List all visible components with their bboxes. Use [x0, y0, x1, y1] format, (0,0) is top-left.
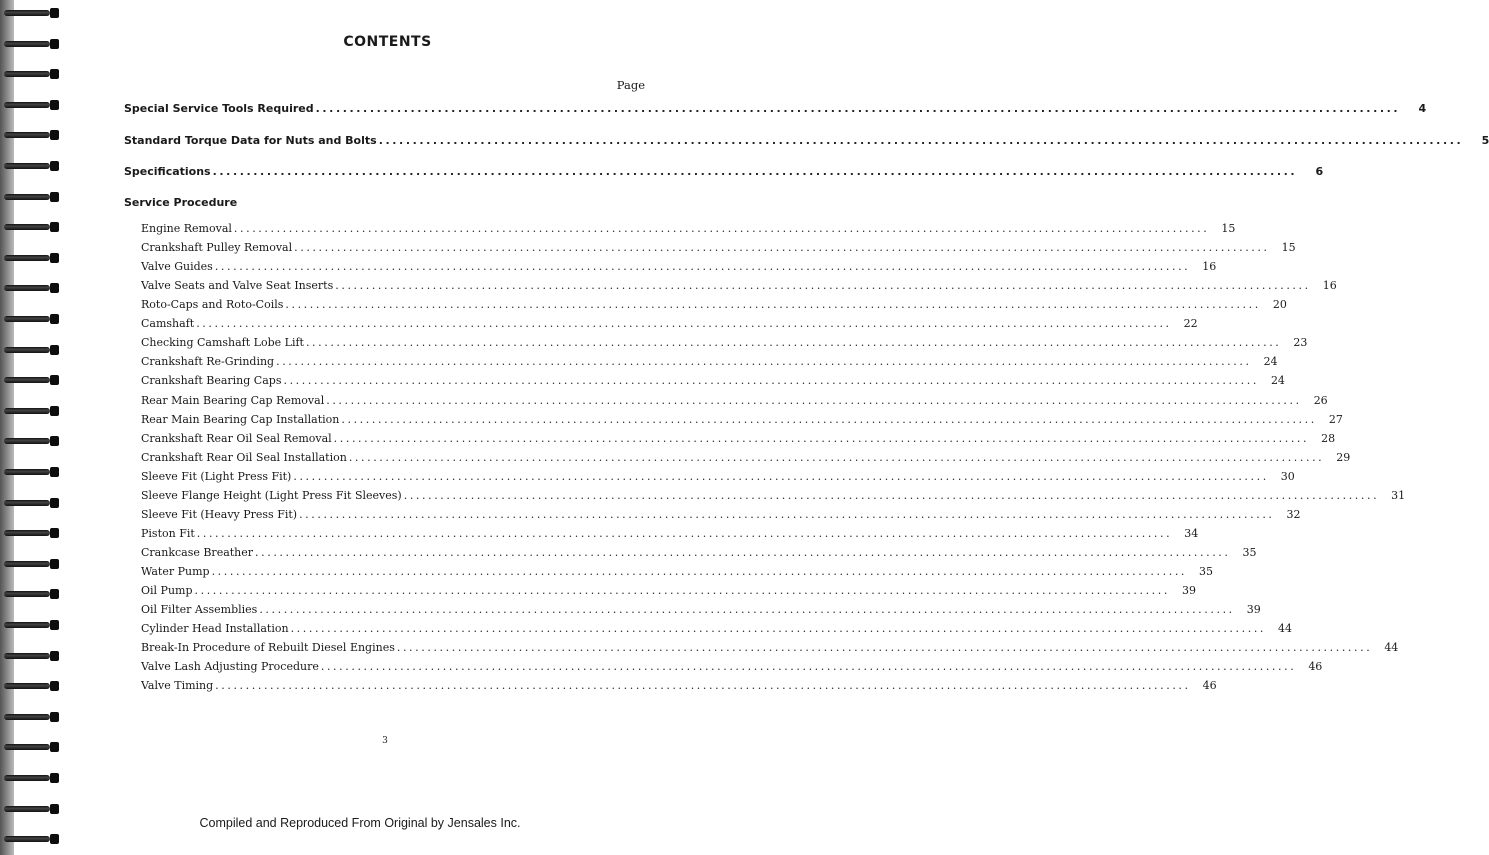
entry-label: Cylinder Head Installation [141, 622, 289, 635]
entry-page: 26 [1313, 393, 1328, 407]
binding-coil [4, 559, 62, 569]
entry-page: 4 [1418, 102, 1427, 115]
entry-page: 39 [1246, 603, 1261, 616]
entry-label: Rear Main Bearing Cap Removal [141, 393, 325, 407]
leader-dots: ................................................................................................................................................................ [315, 102, 1401, 115]
entry-page: 32 [1286, 507, 1301, 521]
toc-service-entry [141, 317, 1198, 331]
entry-label: Oil Filter Assemblies [141, 603, 258, 616]
page-column-header: Page [616, 78, 645, 92]
section-heading: Service Procedure [124, 196, 238, 209]
leader-dots: ................................................................................................................................................................ [276, 355, 1252, 369]
toc-service-entry [141, 469, 1295, 483]
leader-dots: ................................................................................................................................................................ [194, 584, 1170, 597]
entry-label: Piston Fit [141, 526, 195, 540]
binding-coil [4, 345, 62, 355]
leader-dots: ................................................................................................................................................................ [196, 526, 1173, 540]
toc-service-entry [141, 641, 1399, 655]
binding-coil [4, 253, 62, 263]
toc-service-entry [141, 526, 1199, 540]
binding-coil [4, 130, 62, 140]
entry-label: Valve Guides [141, 260, 213, 274]
leader-dots: ................................................................................................................................................................ [290, 622, 1267, 635]
entry-page: 16 [1202, 260, 1217, 274]
leader-dots: ................................................................................................................................................................ [285, 298, 1261, 312]
entry-label: Crankshaft Rear Oil Seal Installation [141, 450, 347, 464]
toc-service-entry [141, 355, 1278, 369]
binding-coil [4, 681, 62, 691]
entry-page: 22 [1183, 317, 1198, 331]
entry-page: 27 [1328, 412, 1343, 426]
toc-service-entry [141, 431, 1336, 445]
toc-service-entry [141, 298, 1287, 312]
entry-page: 35 [1242, 545, 1257, 559]
leader-dots: ................................................................................................................................................................ [293, 469, 1269, 483]
toc-service-entry [141, 545, 1257, 559]
leader-dots: ................................................................................................................................................................ [299, 507, 1275, 521]
entry-page: 16 [1322, 279, 1337, 293]
toc-service-entry [141, 241, 1296, 255]
entry-label: Engine Removal [141, 222, 232, 235]
toc-service-entry [141, 660, 1323, 674]
binding-coil [4, 192, 62, 202]
leader-dots: ................................................................................................................................................................ [233, 222, 1210, 235]
binding-coil [4, 222, 62, 232]
toc-service-entry [141, 450, 1351, 464]
binding-coil [4, 742, 62, 752]
leader-dots: ................................................................................................................................................................ [215, 679, 1191, 693]
leader-dots: ................................................................................................................................................................ [326, 393, 1302, 407]
binding-coil [4, 406, 62, 416]
entry-label: Rear Main Bearing Cap Installation [141, 412, 340, 426]
toc-service-entry [141, 564, 1214, 578]
entry-label: Valve Lash Adjusting Procedure [141, 660, 319, 674]
leader-dots: ................................................................................................................................................................ [403, 488, 1380, 502]
entry-page: 24 [1270, 374, 1285, 388]
entry-label: Crankshaft Rear Oil Seal Removal [141, 431, 332, 445]
toc-service-entry [141, 260, 1217, 274]
binding-strip [0, 0, 14, 855]
entry-label: Sleeve Fit (Light Press Fit) [141, 469, 292, 483]
entry-page: 44 [1384, 641, 1399, 655]
binding-coil [4, 375, 62, 385]
entry-label: Break-In Procedure of Rebuilt Diesel Engines [141, 641, 395, 655]
entry-page: 46 [1308, 660, 1323, 674]
entry-page: 44 [1278, 622, 1293, 635]
leader-dots: ................................................................................................................................................................ [341, 412, 1317, 426]
page-number: 3 [382, 736, 388, 746]
entry-label: Sleeve Flange Height (Light Press Fit Sleeves) [141, 488, 402, 502]
toc-service-entry [141, 222, 1236, 235]
toc-main-entry [124, 102, 1427, 115]
entry-label: Water Pump [141, 564, 210, 578]
leader-dots: ................................................................................................................................................................ [255, 545, 1231, 559]
toc-service-entry [141, 603, 1261, 616]
binding-coil [4, 834, 62, 844]
binding-coil [4, 589, 62, 599]
leader-dots: ................................................................................................................................................................ [396, 641, 1373, 655]
entry-page: 31 [1391, 488, 1406, 502]
toc-service-entry [141, 374, 1285, 388]
binding-coil [4, 620, 62, 630]
entry-page: 29 [1336, 450, 1351, 464]
binding-coil [4, 467, 62, 477]
toc-service-entry [141, 279, 1337, 293]
binding-coil [4, 528, 62, 538]
entry-page: 28 [1321, 431, 1336, 445]
leader-dots: ................................................................................................................................................................ [214, 260, 1191, 274]
binding-coil [4, 100, 62, 110]
entry-page: 35 [1199, 564, 1214, 578]
entry-page: 6 [1315, 165, 1324, 178]
leader-dots: ................................................................................................................................................................ [294, 241, 1270, 255]
entry-label: Crankshaft Re-Grinding [141, 355, 275, 369]
binding-coil [4, 651, 62, 661]
entry-page: 23 [1293, 336, 1308, 350]
entry-label: Specifications [124, 165, 211, 178]
entry-label: Checking Camshaft Lobe Lift [141, 336, 304, 350]
leader-dots: ................................................................................................................................................................ [196, 317, 1172, 331]
leader-dots: ................................................................................................................................................................ [259, 603, 1235, 616]
entry-page: 20 [1272, 298, 1287, 312]
toc-service-entry [141, 336, 1308, 350]
entry-page: 15 [1221, 222, 1236, 235]
binding-coil [4, 773, 62, 783]
entry-label: Oil Pump [141, 584, 193, 597]
leader-dots: ................................................................................................................................................................ [212, 165, 1298, 178]
leader-dots: ................................................................................................................................................................ [333, 431, 1310, 445]
entry-label: Crankshaft Pulley Removal [141, 241, 293, 255]
binding-coil [4, 283, 62, 293]
entry-label: Crankshaft Bearing Caps [141, 374, 282, 388]
entry-label: Special Service Tools Required [124, 102, 314, 115]
binding-coil [4, 498, 62, 508]
leader-dots: ................................................................................................................................................................ [320, 660, 1297, 674]
binding-coil [4, 314, 62, 324]
leader-dots: ................................................................................................................................................................ [211, 564, 1188, 578]
toc-service-entry [141, 584, 1196, 597]
binding-coil [4, 436, 62, 446]
toc-service-entry [141, 679, 1217, 693]
leader-dots: ................................................................................................................................................................ [335, 279, 1311, 293]
toc-service-entry [141, 393, 1328, 407]
binding-coil [4, 8, 62, 18]
toc-main-entry [124, 134, 1489, 147]
toc-main-entry [124, 165, 1324, 178]
binding-coil [4, 69, 62, 79]
binding-coil [4, 804, 62, 814]
entry-page: 5 [1481, 134, 1489, 147]
entry-page: 46 [1202, 679, 1217, 693]
entry-label: Camshaft [141, 317, 195, 331]
footer-credit: Compiled and Reproduced From Original by Jensales Inc. [199, 816, 521, 830]
toc-service-entry [141, 507, 1301, 521]
binding-coil [4, 161, 62, 171]
toc-service-entry [141, 488, 1406, 502]
entry-page: 30 [1280, 469, 1295, 483]
leader-dots: ................................................................................................................................................................ [305, 336, 1282, 350]
entry-page: 34 [1184, 526, 1199, 540]
entry-label: Roto-Caps and Roto-Coils [141, 298, 284, 312]
entry-label: Sleeve Fit (Heavy Press Fit) [141, 507, 298, 521]
entry-page: 39 [1181, 584, 1196, 597]
entry-page: 15 [1281, 241, 1296, 255]
entry-label: Standard Torque Data for Nuts and Bolts [124, 134, 377, 147]
page-title: CONTENTS [343, 34, 432, 50]
leader-dots: ................................................................................................................................................................ [348, 450, 1325, 464]
spiral-binding [0, 0, 70, 855]
entry-label: Crankcase Breather [141, 545, 254, 559]
toc-service-entry [141, 412, 1343, 426]
binding-coil [4, 712, 62, 722]
entry-page: 24 [1263, 355, 1278, 369]
leader-dots: ................................................................................................................................................................ [378, 134, 1464, 147]
entry-label: Valve Seats and Valve Seat Inserts [141, 279, 334, 293]
entry-label: Valve Timing [141, 679, 214, 693]
toc-service-entry [141, 622, 1293, 635]
leader-dots: ................................................................................................................................................................ [283, 374, 1259, 388]
